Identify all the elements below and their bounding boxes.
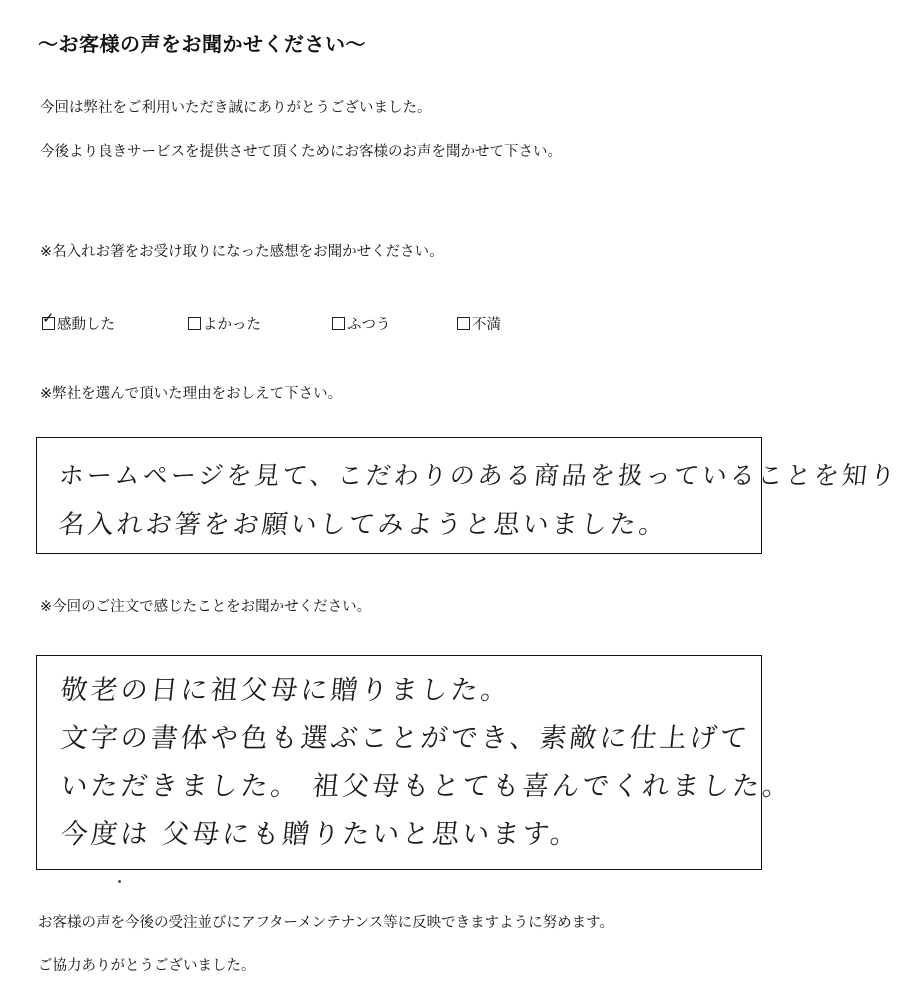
option-label: 感動した [57,317,115,333]
checkbox-yokatta[interactable] [188,317,201,330]
page-title: 〜お客様の声をお聞かせください〜 [38,32,366,56]
closing-line-1: お客様の声を今後の受注並びにアフターメンテナンス等に反映できますように努めます。 [38,915,614,931]
check-mark-icon: ✓ [42,309,55,327]
option-fuman[interactable] [457,313,501,334]
stray-mark [118,880,121,883]
reason-answer-line-2: 名入れお箸をお願いしてみようと思いました。 [57,510,670,540]
option-label: 不満 [472,317,501,333]
satisfaction-options [42,309,642,335]
option-futsuu[interactable] [332,313,391,334]
question-3-label: ※今回のご注文で感じたことをお聞かせください。 [40,599,372,615]
closing-line-2: ご協力ありがとうございました。 [38,958,256,974]
impression-answer-line-2: 文字の書体や色も選ぶことができ、素敵に仕上げて [59,723,752,754]
option-label: ふつう [347,317,391,333]
option-label: よかった [203,317,261,333]
impression-answer-line-4: 今度は 父母にも贈りたいと思います。 [59,819,582,850]
checkbox-futsuu[interactable] [332,317,345,330]
question-2-label: ※弊社を選んで頂いた理由をおしえて下さい。 [40,386,343,402]
impression-answer-line-1: 敬老の日に祖父母に贈りました。 [59,675,513,706]
option-yokatta[interactable] [188,313,261,334]
reason-answer-box[interactable] [36,437,900,554]
intro-line-2: 今後より良きサービスを提供させて頂くためにお客様のお声を聞かせて下さい。 [40,144,562,160]
question-1-label: ※名入れお箸をお受け取りになった感想をお聞かせください。 [40,244,444,260]
checkbox-fuman[interactable] [457,317,470,330]
option-kandou[interactable] [42,309,115,334]
impression-answer-line-3: いただきました。 祖父母もとても喜んでくれました。 [59,771,794,802]
checkbox-kandou[interactable] [42,309,55,330]
impression-answer-box[interactable] [36,655,794,870]
reason-answer-line-1: ホームページを見て、こだわりのある商品を扱っていることを知り [57,461,900,490]
intro-line-1: 今回は弊社をご利用いただき誠にありがとうございました。 [40,100,432,116]
